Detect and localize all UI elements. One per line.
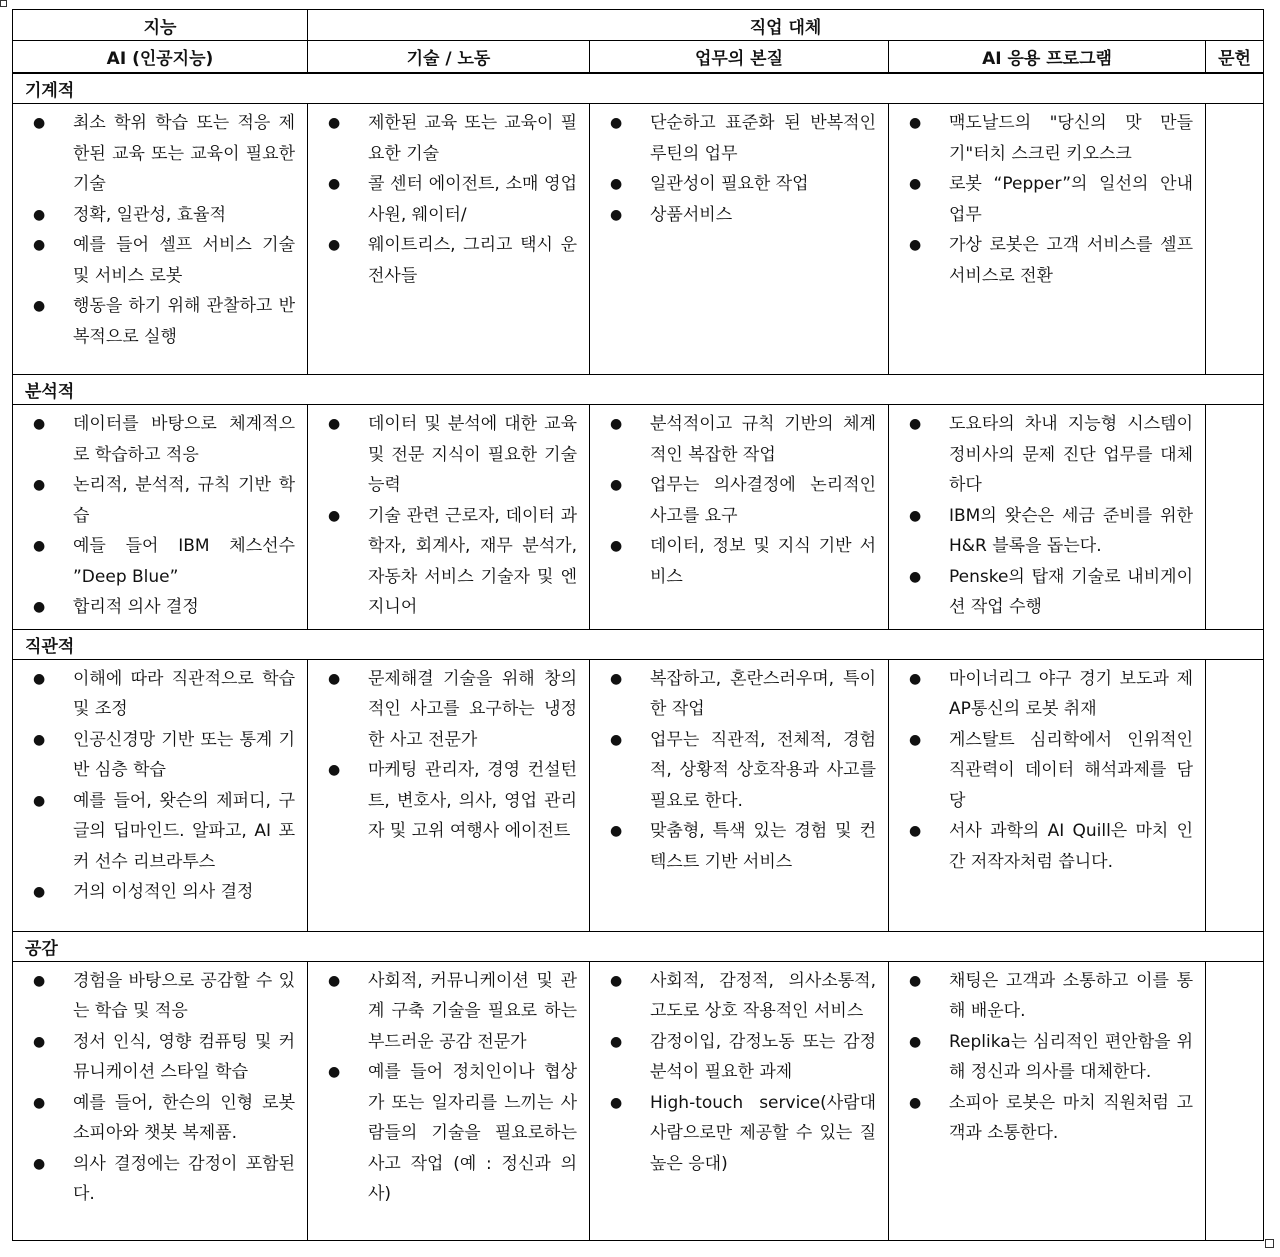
bullet-item: ● 마케팅 관리자, 경영 컨설턴트, 변호사, 의사, 영업 관리자 및 고위 여행사 에이전트 [320, 755, 577, 847]
section-body-row [13, 961, 1264, 1240]
bullet-list [13, 104, 307, 358]
bullet-list [308, 962, 589, 1216]
literature-cell [1206, 659, 1264, 931]
section-body-row [13, 104, 1264, 375]
literature-cell [1206, 405, 1264, 630]
bullet-item: ● 데이터 및 분석에 대한 교육 및 전문 지식이 필요한 기술 능력 [320, 409, 577, 501]
bullet-list [308, 660, 589, 853]
bullet-item: ● IBM의 왓슨은 세금 준비를 위한 H&R 블록을 돕는다. [901, 501, 1193, 562]
bullet-list [308, 104, 589, 297]
bullet-item: ● 예를 들어, 한슨의 인형 로봇 소피아와 챗봇 복제품. [25, 1088, 295, 1149]
section-body-row [13, 405, 1264, 630]
ai-application-cell [889, 405, 1206, 630]
bullet-item: ● 데이터, 정보 및 지식 기반 서비스 [602, 531, 876, 592]
bullet-item: ● 마이너리그 야구 경기 보도과 제 AP통신의 로봇 취재 [901, 664, 1193, 725]
bullet-item: ● 업무는 의사결정에 논리적인 사고를 요구 [602, 470, 876, 531]
bullet-item: ● Replika는 심리적인 편안함을 위해 정신과 의사를 대체한다. [901, 1027, 1193, 1088]
bullet-item: ● 데이터를 바탕으로 체계적으로 학습하고 적응 [25, 409, 295, 470]
skill-labor-cell [308, 405, 590, 630]
bullet-list [13, 660, 307, 914]
bullet-item: ● 가상 로봇은 고객 서비스를 셀프 서비스로 전환 [901, 230, 1193, 291]
task-nature-cell [590, 405, 889, 630]
bullet-item: ● 기술 관련 근로자, 데이터 과학자, 회계사, 재무 분석가, 자동차 서비스 기술자 및 엔지니어 [320, 501, 577, 623]
ai-application-cell [889, 961, 1206, 1240]
task-nature-cell [590, 104, 889, 375]
header-group-row [13, 10, 1264, 41]
literature-cell [1206, 104, 1264, 375]
bullet-item: ● 최소 학위 학습 또는 적응 제한된 교육 또는 교육이 필요한 기술 [25, 108, 295, 200]
section-header-row [13, 375, 1264, 405]
bullet-item: ● 인공신경망 기반 또는 통계 기반 심층 학습 [25, 725, 295, 786]
bullet-item: ● 행동을 하기 위해 관찰하고 반복적으로 실행 [25, 291, 295, 352]
bullet-item: ● 채팅은 고객과 소통하고 이를 통해 배운다. [901, 966, 1193, 1027]
bullet-item: ● 예를 들어 셀프 서비스 기술 및 서비스 로봇 [25, 230, 295, 291]
bullet-list [13, 962, 307, 1216]
bullet-item: ● 로봇 “Pepper”의 일선의 안내 업무 [901, 169, 1193, 230]
bullet-item: ● 예를 들어 정치인이나 협상가 또는 일자리를 느끼는 사람들의 기술을 필요로하는 사고 작업 (예 : 정신과 의사) [320, 1057, 577, 1210]
column-header-ai: AI (인공지능) [13, 41, 308, 74]
ai-application-cell [889, 104, 1206, 375]
bullet-item: ● 웨이트리스, 그리고 택시 운전사들 [320, 230, 577, 291]
bullet-item: ● 도요타의 차내 지능형 시스템이 정비사의 문제 진단 업무를 대체하다 [901, 409, 1193, 501]
ai-cell [13, 659, 308, 931]
bullet-item: ● 사회적, 감정적, 의사소통적, 고도로 상호 작용적인 서비스 [602, 966, 876, 1027]
bullet-item: ● 사회적, 커뮤니케이션 및 관계 구축 기술을 필요로 하는 부드러운 공감 전문가 [320, 966, 577, 1058]
bullet-item: ● 맞춤형, 특색 있는 경험 및 컨텍스트 기반 서비스 [602, 816, 876, 877]
bullet-item: ● 게스탈트 심리학에서 인위적인 직관력이 데이터 해석과제를 담당 [901, 725, 1193, 817]
section-title: 기계적 [13, 73, 1264, 104]
bullet-list [889, 962, 1205, 1155]
bullet-list [889, 104, 1205, 297]
bullet-item: ● 업무는 직관적, 전체적, 경험적, 상황적 상호작용과 사고를 필요로 한다. [602, 725, 876, 817]
section-header-row [13, 629, 1264, 659]
bullet-item: ● 소피아 로봇은 마치 직원처럼 고객과 소통한다. [901, 1088, 1193, 1149]
bullet-list [590, 104, 888, 236]
bullet-item: ● 콜 센터 에이전트, 소매 영업 사원, 웨이터/ [320, 169, 577, 230]
ai-job-replacement-table [12, 9, 1264, 1241]
bullet-item: ● 정확, 일관성, 효율적 [25, 200, 295, 231]
skill-labor-cell [308, 104, 590, 375]
section-title: 분석적 [13, 375, 1264, 405]
bullet-list [889, 660, 1205, 884]
bullet-item: ● 감정이입, 감정노동 또는 감정분석이 필요한 과제 [602, 1027, 876, 1088]
bullet-item: ● 예들 들어 IBM 체스선수 ”Deep Blue” [25, 531, 295, 592]
ai-cell [13, 961, 308, 1240]
bullet-list [590, 660, 888, 884]
bullet-item: ● 경험을 바탕으로 공감할 수 있는 학습 및 적응 [25, 966, 295, 1027]
table-resize-handle[interactable] [1265, 1239, 1274, 1248]
section-body-row [13, 659, 1264, 931]
column-header-task-nature: 업무의 본질 [590, 41, 889, 74]
task-nature-cell [590, 659, 889, 931]
column-header-ai-application: AI 응용 프로그램 [889, 41, 1206, 74]
ai-cell [13, 405, 308, 630]
column-header-skill-labor: 기술 / 노동 [308, 41, 590, 74]
section-title: 공감 [13, 931, 1264, 961]
skill-labor-cell [308, 961, 590, 1240]
header-column-row [13, 41, 1264, 74]
bullet-list [308, 405, 589, 629]
section-title: 직관적 [13, 629, 1264, 659]
bullet-item: ● Penske의 탑재 기술로 내비게이션 작업 수행 [901, 562, 1193, 623]
ai-cell [13, 104, 308, 375]
bullet-item: ● 의사 결정에는 감정이 포함된다. [25, 1149, 295, 1210]
literature-cell [1206, 961, 1264, 1240]
bullet-item: ● 정서 인식, 영향 컴퓨팅 및 커뮤니케이션 스타일 학습 [25, 1027, 295, 1088]
bullet-item: ● 문제해결 기술을 위해 창의적인 사고를 요구하는 냉정한 사고 전문가 [320, 664, 577, 756]
bullet-item: ● 이해에 따라 직관적으로 학습 및 조정 [25, 664, 295, 725]
bullet-item: ● 복잡하고, 혼란스러우며, 특이한 작업 [602, 664, 876, 725]
bullet-item: ● 상품서비스 [602, 200, 876, 231]
header-group-job-replacement: 직업 대체 [308, 10, 1264, 41]
bullet-list [590, 962, 888, 1186]
bullet-item: ● 논리적, 분석적, 규칙 기반 학습 [25, 470, 295, 531]
section-header-row [13, 73, 1264, 104]
bullet-item: ● 맥도날드의 "당신의 맛 만들기"터치 스크린 키오스크 [901, 108, 1193, 169]
bullet-item: ● 예를 들어, 왓슨의 제퍼디, 구글의 딥마인드. 알파고, AI 포커 선수 리브라투스 [25, 786, 295, 878]
bullet-item: ● 일관성이 필요한 작업 [602, 169, 876, 200]
bullet-item: ● 서사 과학의 AI Quill은 마치 인간 저작자처럼 씁니다. [901, 816, 1193, 877]
bullet-item: ● 분석적이고 규칙 기반의 체계적인 복잡한 작업 [602, 409, 876, 470]
bullet-item: ● High-touch service(사람대 사람으로만 제공할 수 있는 질 높은 응대) [602, 1088, 876, 1180]
header-group-intelligence: 지능 [13, 10, 308, 41]
bullet-list [13, 405, 307, 629]
ai-application-cell [889, 659, 1206, 931]
bullet-item: ● 합리적 의사 결정 [25, 592, 295, 623]
bullet-list [889, 405, 1205, 629]
bullet-item: ● 단순하고 표준화 된 반복적인 루틴의 업무 [602, 108, 876, 169]
column-header-literature: 문헌 [1206, 41, 1264, 74]
bullet-list [590, 405, 888, 598]
bullet-item: ● 제한된 교육 또는 교육이 필요한 기술 [320, 108, 577, 169]
skill-labor-cell [308, 659, 590, 931]
task-nature-cell [590, 961, 889, 1240]
table-move-handle[interactable] [0, 0, 7, 7]
bullet-item: ● 거의 이성적인 의사 결정 [25, 877, 295, 908]
section-header-row [13, 931, 1264, 961]
